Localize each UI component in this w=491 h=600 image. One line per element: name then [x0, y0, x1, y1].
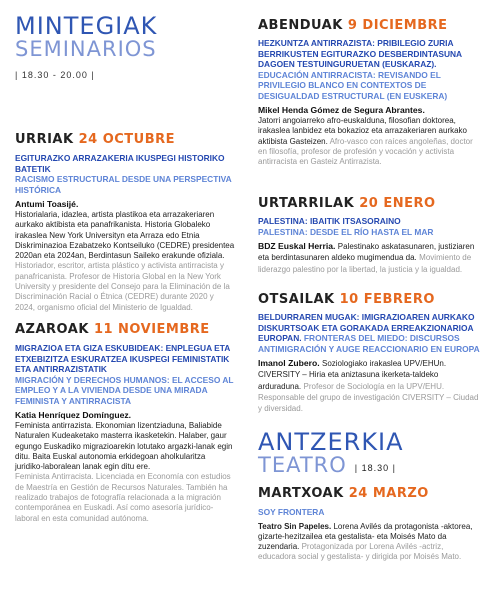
event-title-eu-text: HEZKUNTZA ANTIRRAZISTA: PRIBILEGIO ZURIA BERRIKUSTEN EGITURAZKO DESBERDINTASUNA DAGOEN TESTUINGURUETAN (EUSKARAZ).: [258, 38, 462, 69]
month-eu: URRIAK: [15, 132, 74, 147]
event-october: [15, 132, 235, 313]
speaker-name: BDZ Euskal Herria.: [258, 241, 336, 251]
event-title-es: FRONTERAS DEL MIEDO: DISCURSOS ANTIMIGRACIÓN Y AUGE REACCIONARIO EN EUROPA: [258, 333, 480, 354]
event-february: [258, 292, 480, 414]
speaker-desc-eu: Historialaria, idazlea, artista plastikoa eta arrazakeriaren aurkako aktibista eta panafrikanista. Historia Globaleko irakaslea New York Universityn eta Arraza edo Etnia Diskriminazioa Ezabatzeko Kontseiluko (CEDRE) presidentea 2020an eta 2024an, Berdintasun Saileko erakunde ofiziala.: [15, 210, 235, 261]
event-title-es: MIGRACIÓN Y DERECHOS HUMANOS: EL ACCESO AL EMPLEO Y A LA VIVIENDA DESDE UNA MIRADA FEMINISTA Y ANTIRRACISTA: [15, 374, 234, 406]
speaker-desc-es: Movimiento de liderazgo palestino por la libertad, la justicia y la igualdad.: [258, 253, 472, 274]
speaker-desc-eu: Palestinako askatasunaren, justiziaren eta berdintasunaren aldeko mugimendua da.: [258, 242, 475, 263]
speaker-desc: [258, 241, 480, 275]
event-title-es: PALESTINA: DESDE EL RÍO HASTA EL MAR: [258, 226, 434, 237]
event-date: [258, 292, 480, 307]
play-desc: [258, 522, 480, 563]
event-december: [258, 18, 480, 167]
seminars-header: [15, 14, 235, 80]
theatre-title-eu: ANTZERKIA: [258, 428, 404, 456]
day-es: 11 NOVIEMBRE: [93, 322, 210, 337]
speaker-desc-eu: Soziologiako irakaslea UPV/EHUn. CIVERSITY – Hiria eta aniztasuna ikerketa-taldeko arduraduna.: [258, 359, 447, 391]
play-title: SOY FRONTERA: [258, 507, 325, 517]
month-eu: MARTXOAK: [258, 486, 344, 501]
speaker-desc-eu: Feminista antirrazista. Ekonomian lizentziaduna, Baliabide Naturalen Kudeaketako masterra ikasketekin. Halaber, gaur egungo Euskadiko migrazioarekin lotutako argazki-lanak egin ditu. Baita Euskal autonomia erkidegoan aholkularitza juridiko-laboralean lanak egin ditu ere.: [15, 421, 233, 472]
theatre-title-es: TEATRO: [258, 453, 347, 477]
speaker-desc-es: Historiador, escritor, artista plástico y activista antirracista y panafricanista. Profesor de Historia Global en la New York University y presidente del Consejo para la Eliminación de la Discriminación Racial o Étnica (CEDRE) durante 2020 y 2024, organismo oficial del Ministerio de Igualdad.: [15, 261, 230, 312]
theatre-date: [258, 486, 480, 501]
day-es: 9 DICIEMBRE: [347, 18, 448, 33]
speaker-desc-es: Afro-vasco con raíces angoleñas, doctor en filosofía, profesor de profesión y vocación y activista antirracista en Gasteiz Antirrazista.: [258, 136, 473, 167]
event-title-eu: [258, 38, 480, 101]
month-eu: ABENDUAK: [258, 18, 343, 33]
month-eu: URTARRILAK: [258, 196, 355, 211]
event-date: [258, 18, 480, 33]
event-title-eu-text: BELDURRAREN MUGAK: IMIGRAZIOAREN AURKAKO DISKURTSOAK ETA GORAKADA ERREAKZIONARIOA EUROPAN.: [258, 312, 475, 343]
play-desc-es: Protagonizada por Lorena Avilés -actriz, educadora social y gestalista- y dirigida por Moisés Mato.: [258, 542, 462, 562]
theatre-section: [258, 430, 480, 563]
speaker-desc-es: Profesor de Sociología en la UPV/EHU. Responsable del grupo de investigación CIVERSITY – Ciudad y diversidad.: [258, 381, 479, 414]
seminars-title-eu: MINTEGIAK: [15, 12, 158, 40]
day-es: 10 FEBRERO: [339, 292, 435, 307]
speaker-desc: [258, 358, 480, 414]
day-es: 24 MARZO: [348, 486, 429, 501]
theatre-time: | 18.30 |: [354, 463, 396, 473]
seminars-time: | 18.30 - 20.00 |: [15, 70, 95, 80]
speaker-desc-es: Feminista Antirracista. Licenciada en Economía con estudios de Maestría en Gestión de Recursos Naturales. También ha realizado trabajos de fotografía relacionada a la migración contemporánea en Euskadi. Así como asesoría jurídico-laboral en esta comunidad autónoma.: [15, 472, 231, 523]
speaker-name: Imanol Zubero.: [258, 358, 320, 368]
event-title-es: EDUCACIÓN ANTIRRACISTA: REVISANDO EL PRIVILEGIO BLANCO EN CONTEXTOS DE DESIGUALDAD ESTRUCTURAL (EN EUSKERA): [258, 69, 448, 101]
speaker-name: Mikel Henda Gómez de Segura Abrantes.: [258, 105, 425, 115]
month-eu: OTSAILAK: [258, 292, 335, 307]
speaker-name: Katia Henríquez Domínguez.: [15, 410, 132, 420]
event-title-eu: EGITURAZKO ARRAZAKERIA IKUSPEGI HISTORIKO BATETIK: [15, 153, 225, 174]
speaker-name: Antumi Toasijé.: [15, 199, 79, 209]
event-date: [15, 322, 235, 337]
event-title-es: RACISMO ESTRUCTURAL DESDE UNA PERSPECTIVA HISTÓRICA: [15, 174, 232, 195]
speaker-desc: [258, 116, 480, 167]
event-title-eu: [258, 312, 480, 354]
theatre-subtitle-row: [258, 454, 480, 476]
month-eu: AZAROAK: [15, 322, 89, 337]
event-january: [258, 196, 480, 275]
day-es: 20 ENERO: [359, 196, 436, 211]
event-title-eu: PALESTINA: IBAITIK ITSASORAINO: [258, 216, 401, 226]
event-title-eu: MIGRAZIOA ETA GIZA ESKUBIDEAK: ENPLEGUA ETA ETXEBIZITZA ESKURATZEA IKUSPEGI FEMINISTATIK ETA ANTIRRAZISTATIK: [15, 343, 230, 374]
event-date: [15, 132, 235, 147]
seminars-title-es: SEMINARIOS: [15, 37, 157, 61]
event-date: [258, 196, 480, 211]
event-november: [15, 322, 235, 524]
play-desc-eu: Lorena Avilés da protagonista -aktorea, gizarte-hezitzailea eta gestalista- eta Moisés Mato da zuzendaria.: [258, 521, 473, 552]
speaker-desc-eu: Jatorri angoiarreko afro-euskalduna, filosofian doktorea, irakaslea lanbidez eta bokazioz eta arrazakeriaren aurkako aktibista Gasteizen.: [258, 116, 468, 146]
day-es: 24 OCTUBRE: [78, 132, 176, 147]
company-name: Teatro Sin Papeles.: [258, 521, 332, 531]
